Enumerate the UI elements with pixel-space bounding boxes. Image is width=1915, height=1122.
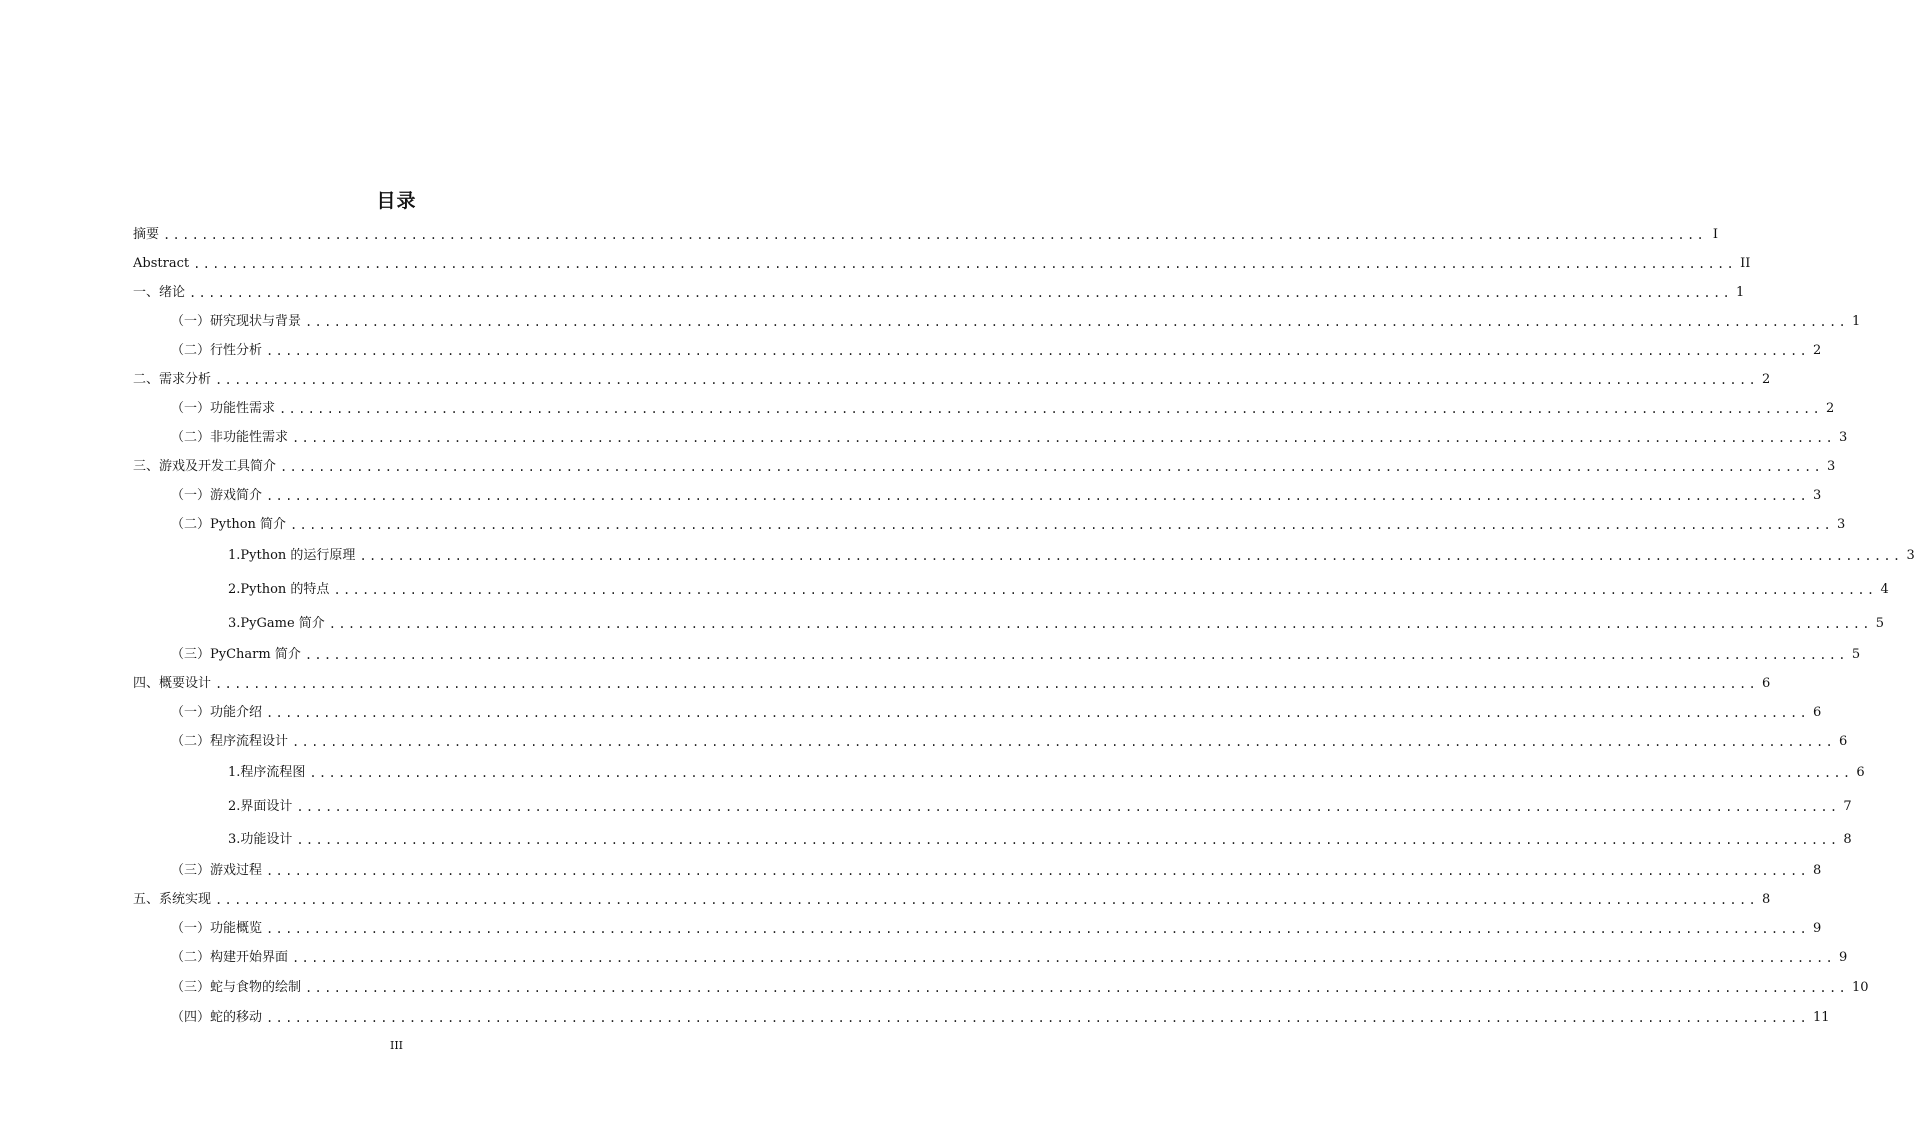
toc-entry[interactable] [133,370,1771,390]
toc-leader: .................................................................................................................................................................. [309,766,1853,780]
toc-entry-title: 1.程序流程图 [228,765,306,780]
toc-entry-title: （一）研究现状与背景 [171,314,302,329]
toc-entry-page: 3 [1839,430,1848,445]
toc-entry[interactable] [228,830,1852,850]
toc-entry[interactable] [133,674,1771,694]
toc-entry-page: 3 [1827,459,1836,474]
toc-entry[interactable] [171,645,1861,665]
toc-leader: .................................................................................................................................................................. [215,893,1759,907]
toc-leader: .................................................................................................................................................................. [292,951,1836,965]
toc-leader: .................................................................................................................................................................. [266,489,1810,503]
toc-entry[interactable] [171,486,1822,506]
toc-entry[interactable] [133,283,1745,303]
toc-entry-page: 5 [1875,616,1885,631]
toc-entry[interactable] [133,254,1751,274]
toc-entry-title: 2.Python 的特点 [228,582,330,597]
toc-entry[interactable] [228,614,1885,634]
toc-leader: .................................................................................................................................................................. [266,706,1810,720]
toc-entry-page: 4 [1880,582,1889,597]
toc-leader: .................................................................................................................................................................. [305,981,1849,995]
toc-entry[interactable] [171,732,1848,752]
toc-entry-page: 2 [1826,401,1835,416]
toc-leader: .................................................................................................................................................................. [279,402,1823,416]
toc-entry-page: 6 [1839,734,1848,749]
toc-entry[interactable] [171,948,1848,968]
toc-entry[interactable] [228,797,1852,817]
toc-leader: .................................................................................................................................................................. [290,518,1834,532]
toc-entry-title: （二）非功能性需求 [171,430,289,445]
toc-entry[interactable] [133,225,1719,245]
toc-entry-title: 五、系统实现 [133,892,212,907]
toc-leader: .................................................................................................................................................................. [189,286,1733,300]
toc-entry-title: 四、概要设计 [133,676,212,691]
toc-entry[interactable] [133,890,1771,910]
toc-entry-page: 6 [1762,676,1771,691]
toc-leader: .................................................................................................................................................................. [305,315,1849,329]
toc-leader: .................................................................................................................................................................. [292,431,1836,445]
toc-entry-title: 二、需求分析 [133,372,212,387]
toc-entry-page: 9 [1839,950,1848,965]
toc-entry-title: （一）游戏简介 [171,488,263,503]
footer-page-number: III [389,1039,404,1052]
toc-entry[interactable] [171,861,1822,881]
toc-entry[interactable] [228,763,1865,783]
toc-entry-title: （一）功能介绍 [171,705,263,720]
toc-entry-title: （三）蛇与食物的绘制 [171,980,302,995]
toc-entry-page: 3 [1906,548,1915,563]
toc-entry-title: 三、游戏及开发工具简介 [133,459,277,474]
toc-entry-page: 1 [1736,285,1745,300]
toc-entry[interactable] [228,580,1889,600]
toc-entry[interactable] [171,978,1869,998]
toc-entry[interactable] [133,457,1836,477]
toc-entry-page: 5 [1851,647,1861,662]
toc-entry[interactable] [171,428,1848,448]
toc-entry-title: （三）PyCharm 简介 [171,647,301,662]
toc-entry-page: 11 [1813,1010,1830,1025]
toc-entry-title: 摘要 [133,227,160,242]
toc-leader: .................................................................................................................................................................. [296,800,1840,814]
toc-leader: .................................................................................................................................................................. [359,549,1903,563]
toc-entry-page: 1 [1852,314,1861,329]
toc-entry-page: 9 [1813,921,1822,936]
toc-entry[interactable] [171,399,1835,419]
toc-entry[interactable] [171,703,1822,723]
toc-entry[interactable] [228,546,1915,566]
toc-leader: .................................................................................................................................................................. [266,922,1810,936]
toc-entry-title: （一）功能概览 [171,921,263,936]
toc-entry-title: （一）功能性需求 [171,401,276,416]
toc-entry-page: 3 [1837,517,1846,532]
toc-leader: .................................................................................................................................................................. [328,617,1872,631]
toc-entry-page: 6 [1856,765,1865,780]
toc-leader: .................................................................................................................................................................. [292,735,1836,749]
toc-entry-page: 2 [1813,343,1822,358]
toc-entry-title: Abstract [133,256,190,271]
toc-entry-title: 1.Python 的运行原理 [228,548,356,563]
toc-entry-title: 一、绪论 [133,285,186,300]
toc-entry[interactable] [171,312,1861,332]
toc-entry-title: 3.功能设计 [228,832,293,847]
toc-entry-title: （三）游戏过程 [171,863,263,878]
toc-leader: .................................................................................................................................................................. [266,864,1810,878]
toc-entry-title: 2.界面设计 [228,799,293,814]
page-title: 目录 [376,190,417,212]
toc-entry-page: 7 [1843,799,1852,814]
toc-entry-title: （二）行性分析 [171,343,263,358]
toc-entry-page: I [1712,227,1719,242]
toc-entry-page: 6 [1813,705,1822,720]
toc-entry-title: （二）Python 简介 [171,517,287,532]
toc-entry-page: 8 [1762,892,1771,907]
toc-entry-page: 10 [1852,980,1869,995]
toc-leader: .................................................................................................................................................................. [296,833,1840,847]
toc-leader: .................................................................................................................................................................. [280,460,1824,474]
toc-leader: .................................................................................................................................................................. [266,344,1810,358]
toc-entry[interactable] [171,515,1846,535]
toc-entry-title: 3.PyGame 简介 [228,616,325,631]
toc-leader: .................................................................................................................................................................. [333,583,1877,597]
toc-entry[interactable] [171,919,1822,939]
toc-leader: .................................................................................................................................................................. [215,677,1759,691]
toc-entry[interactable] [171,341,1822,361]
toc-entry-page: 3 [1813,488,1822,503]
toc-leader: .................................................................................................................................................................. [163,228,1707,242]
toc-entry-title: （二）程序流程设计 [171,734,289,749]
toc-leader: .................................................................................................................................................................. [266,1011,1810,1025]
toc-entry-page: II [1740,256,1751,271]
toc-entry-title: （二）构建开始界面 [171,950,289,965]
toc-entry-title: （四）蛇的移动 [171,1010,263,1025]
toc-entry-page: 8 [1813,863,1822,878]
toc-entry-page: 8 [1843,832,1852,847]
toc-leader: .................................................................................................................................................................. [215,373,1759,387]
toc-leader: .................................................................................................................................................................. [304,648,1848,662]
toc-leader: .................................................................................................................................................................. [193,257,1737,271]
toc-entry[interactable] [171,1008,1830,1028]
toc-entry-page: 2 [1762,372,1771,387]
